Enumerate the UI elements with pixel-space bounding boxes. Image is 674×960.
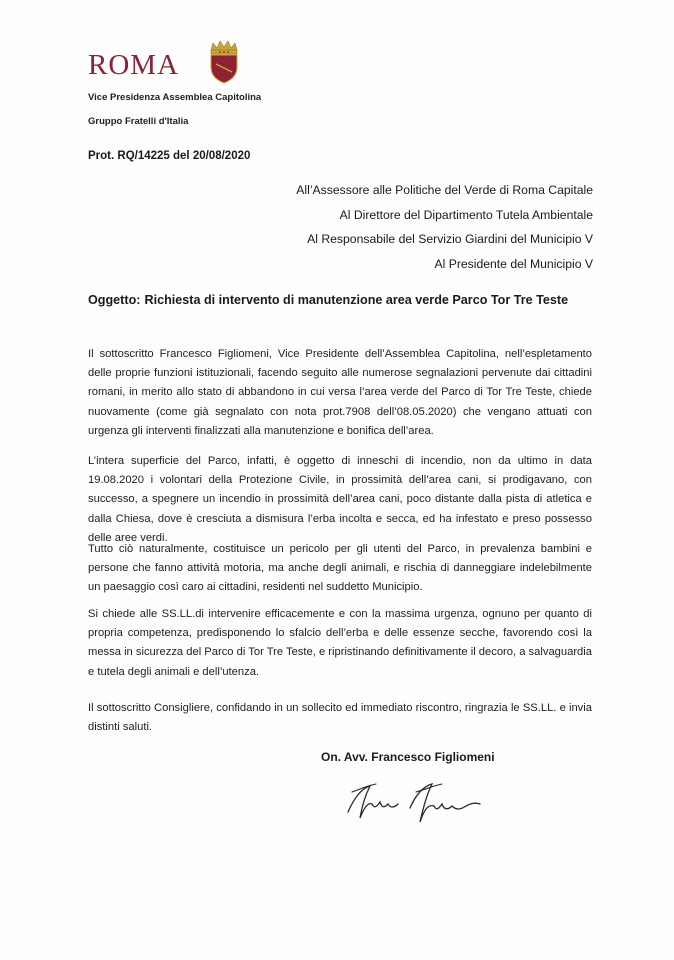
body-paragraph: Il sottoscritto Consigliere, confidando in un sollecito ed immediato riscontro, ringrazia le SS.LL. e invia distinti saluti. [88, 702, 592, 734]
recipients-block [296, 178, 593, 276]
subject-line [88, 293, 568, 307]
handwritten-signature-icon [340, 778, 490, 828]
recipient-line: All’Assessore alle Politiche del Verde di Roma Capitale [296, 183, 593, 197]
roma-logo [88, 40, 258, 84]
body-paragraph: L’intera superficie del Parco, infatti, è oggetto di inneschi di incendio, non da ultimo in data 19.08.2020 i volontari della Protezione Civile, in prossimità dell’area cani, si prodigavano, con successo, a spegnere un incendio in prossimità dell’area cani, poco distante dalla pista di atletica e dalla Chiesa, dove è cresciuta a dismisura l’erba incolta e secca, ed ha infestato e preso possesso delle aree verdi. [88, 455, 592, 544]
body-paragraph: Tutto ciò naturalmente, costituisce un pericolo per gli utenti del Parco, in prevalenza bambini e persone che fanno attività motoria, ma anche degli animali, e rischia di danneggiare indelebilmente un paesaggio così caro ai cittadini, residenti nel suddetto Municipio. [88, 543, 592, 594]
office-line-vice-presidency: Vice Presidenza Assemblea Capitolina [88, 92, 262, 103]
subject-text: Richiesta di intervento di manutenzione area verde Parco Tor Tre Teste [144, 293, 569, 307]
roma-crest-icon [207, 40, 241, 84]
subject-label: Oggetto: [88, 293, 141, 307]
body-paragraph: Si chiede alle SS.LL.di intervenire efficacemente e con la massima urgenza, ognuno per quanto di propria competenza, predisponendo lo sfalcio dell’erba e delle essenze secche, favorendo così la messa in sicurezza del Parco di Tor Tre Teste, e ripristinando definitivamente il decoro, a salvaguardia e tutela degli animali e dell’utenza. [88, 608, 592, 678]
recipient-line: Al Direttore del Dipartimento Tutela Ambientale [339, 207, 593, 222]
recipient-line: Al Presidente del Municipio V [434, 256, 593, 271]
office-line-group: Gruppo Fratelli d'Italia [88, 116, 189, 127]
recipient-line: Al Responsabile del Servizio Giardini del Municipio V [307, 232, 593, 246]
signer-name: On. Avv. Francesco Figliomeni [321, 750, 495, 764]
protocol-number: Prot. RQ/14225 del 20/08/2020 [88, 150, 251, 162]
logo-text: ROMA [88, 49, 180, 81]
body-paragraph: Il sottoscritto Francesco Figliomeni, Vice Presidente dell’Assemblea Capitolina, nell’espletamento delle proprie funzioni istituzionali, facendo seguito alle numerose segnalazioni pervenute dai cittadini romani, in merito allo stato di abbandono in cui versa l’area verde del Parco di Tor Tre Teste, chiede nuovamente (come già segnalato con nota prot.7908 dell’08.05.2020) che vengano attuati con urgenza gli interventi finalizzati alla manutenzione e bonifica dell’area. [88, 348, 592, 437]
